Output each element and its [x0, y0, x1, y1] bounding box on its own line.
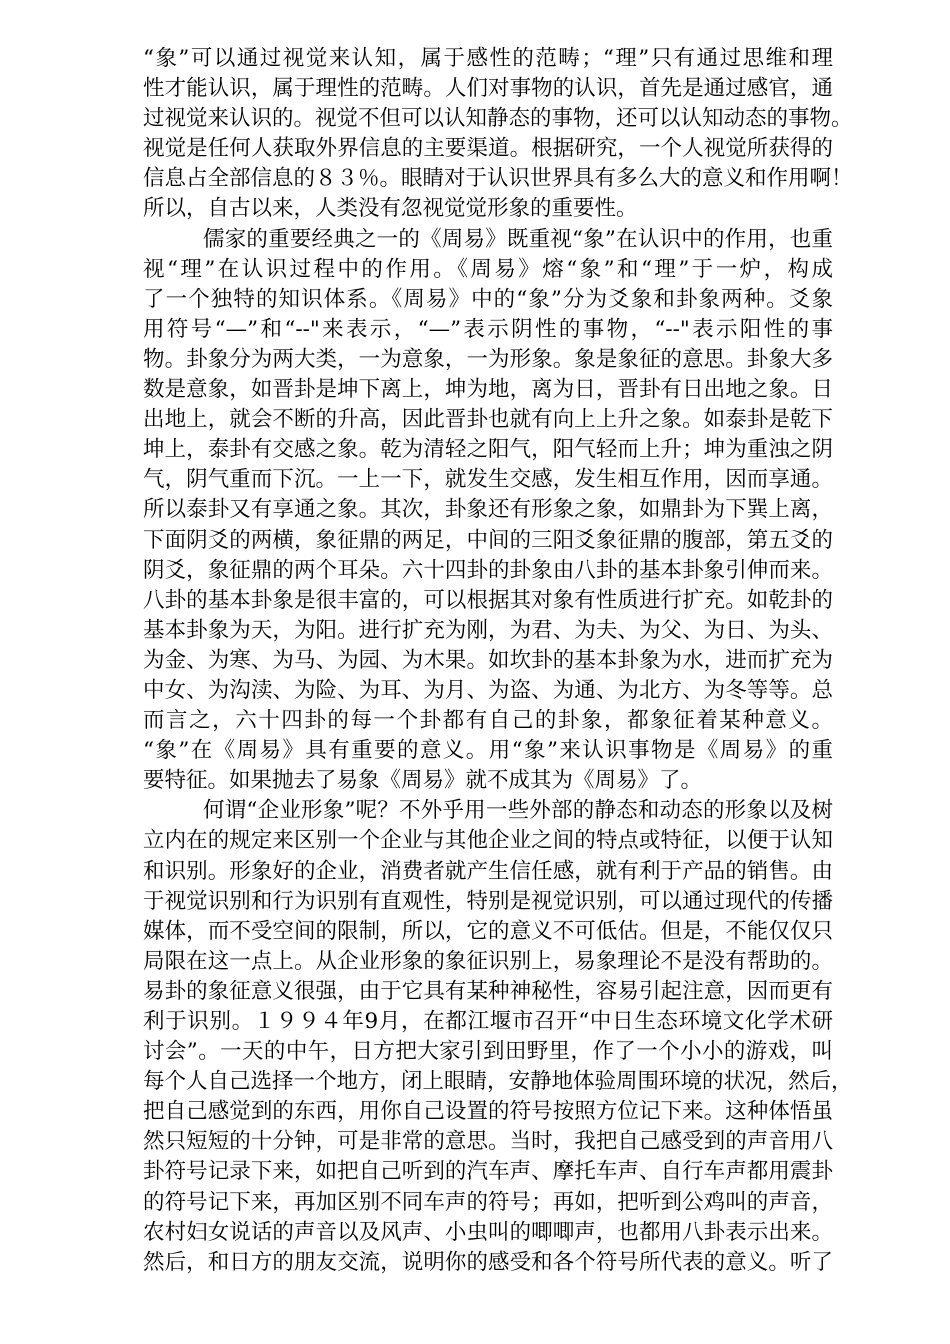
text-line: 视“理”在认识过程中的作用。《周易》熔“象”和“理”于一炉，构成: [143, 256, 833, 282]
text-line: 信息占全部信息的８３％。眼睛对于认识世界具有多么大的意义和作用啊！: [143, 166, 853, 192]
text-line: 用符号“—”和“--"来表示，“—”表示阴性的事物，“--"表示阳性的事: [143, 316, 833, 342]
text-line: 的符号记下来，再加区别不同车声的符号；再如，把听到公鸡叫的声音，: [143, 1189, 833, 1215]
text-line: 气，阴气重而下沉。一上一下，就发生交感，发生相互作用，因而享通。: [143, 467, 833, 493]
text-line: 于视觉识别和行为识别有直观性，特别是视觉识别，可以通过现代的传播: [143, 888, 833, 914]
text-line: 利于识别。１９９４年9月，在都江堰市召开“中日生态环境文化学术研: [143, 1009, 833, 1034]
text-line: 阴爻，象征鼎的两个耳朵。六十四卦的卦象由八卦的基本卦象引伸而来。: [143, 557, 833, 583]
text-line: 过视觉来认识的。视觉不但可以认知静态的事物，还可以认知动态的事物。: [143, 106, 853, 132]
text-line: 数是意象，如晋卦是坤下离上，坤为地，离为日，晋卦有日出地之象。日: [143, 377, 833, 403]
text-line: 然后，和日方的朋友交流，说明你的感受和各个符号所代表的意义。听了: [143, 1249, 833, 1275]
text-line: 基本卦象为天，为阳。进行扩充为刚，为君、为夫、为父、为日、为头、: [143, 617, 833, 643]
text-line: 易卦的象征意义很强，由于它具有某种神秘性，容易引起注意，因而更有: [143, 978, 833, 1004]
document-body: [143, 44, 853, 1278]
text-line: 要特征。如果抛去了易象《周易》就不成其为《周易》了。: [143, 768, 703, 794]
text-line: 每个人自己选择一个地方，闭上眼睛，安静地体验周围环境的状况，然后，: [143, 1069, 853, 1095]
text-line: “象”可以通过视觉来认知，属于感性的范畴；“理”只有通过思维和理: [143, 46, 833, 71]
text-line: 儒家的重要经典之一的《周易》既重视“象”在认识中的作用，也重: [203, 226, 833, 252]
text-line: 下面阴爻的两横，象征鼎的两足，中间的三阳爻象征鼎的腹部，第五爻的: [143, 527, 833, 553]
text-line: 性才能认识，属于理性的范畴。人们对事物的认识，首先是通过感官，通: [143, 76, 833, 102]
text-line: 出地上，就会不断的升高，因此晋卦也就有向上上升之象。如泰卦是乾下: [143, 407, 833, 433]
text-line: 立内在的规定来区别一个企业与其他企业之间的特点或特征，以便于认知: [143, 828, 833, 854]
text-line: “象”在《周易》具有重要的意义。用“象”来认识事物是《周易》的重: [143, 738, 833, 764]
text-line: 中女、为沟渎、为险、为耳、为月、为盗、为通、为北方、为冬等等。总: [143, 677, 833, 703]
text-line: 媒体，而不受空间的限制，所以，它的意义不可低估。但是，不能仅仅只: [143, 918, 833, 944]
text-line: 为金、为寒、为马、为园、为木果。如坎卦的基本卦象为水，进而扩充为: [143, 647, 833, 673]
text-line: 何谓“企业形象”呢？不外乎用一些外部的静态和动态的形象以及树: [203, 798, 833, 824]
text-line: 和识别。形象好的企业，消费者就产生信任感，就有利于产品的销售。由: [143, 858, 833, 884]
text-line: 所以泰卦又有享通之象。其次，卦象还有形象之象，如鼎卦为下巽上离，: [143, 497, 833, 523]
text-line: 卦符号记录下来，如把自己听到的汽车声、摩托车声、自行车声都用震卦: [143, 1159, 833, 1185]
text-line: 坤上，泰卦有交感之象。乾为清轻之阳气，阳气轻而上升；坤为重浊之阴: [143, 437, 833, 463]
text-line: 把自己感觉到的东西，用你自己设置的符号按照方位记下来。这种体悟虽: [143, 1099, 833, 1125]
text-line: 农村妇女说话的声音以及风声、小虫叫的唧唧声，也都用八卦表示出来。: [143, 1219, 833, 1245]
text-line: 了一个独特的知识体系。《周易》中的“象”分为爻象和卦象两种。爻象: [143, 286, 833, 312]
text-line: 物。卦象分为两大类，一为意象，一为形象。象是象征的意思。卦象大多: [143, 346, 833, 372]
text-line: 八卦的基本卦象是很丰富的，可以根据其对象有性质进行扩充。如乾卦的: [143, 587, 833, 613]
text-line: 而言之，六十四卦的每一个卦都有自己的卦象，都象征着某种意义。: [143, 708, 833, 734]
document-page: [143, 44, 853, 1278]
text-line: 视觉是任何人获取外界信息的主要渠道。根据研究，一个人视觉所获得的: [143, 136, 833, 162]
text-line: 所以，自古以来，人类没有忽视觉觉形象的重要性。: [143, 196, 638, 222]
text-line: 讨会”。一天的中午，日方把大家引到田野里，作了一个小小的游戏，叫: [143, 1039, 833, 1065]
text-line: 然只短短的十分钟，可是非常的意思。当时，我把自己感受到的声音用八: [143, 1129, 833, 1155]
text-line: 局限在这一点上。从企业形象的象征识别上，易象理论不是没有帮助的。: [143, 948, 833, 974]
